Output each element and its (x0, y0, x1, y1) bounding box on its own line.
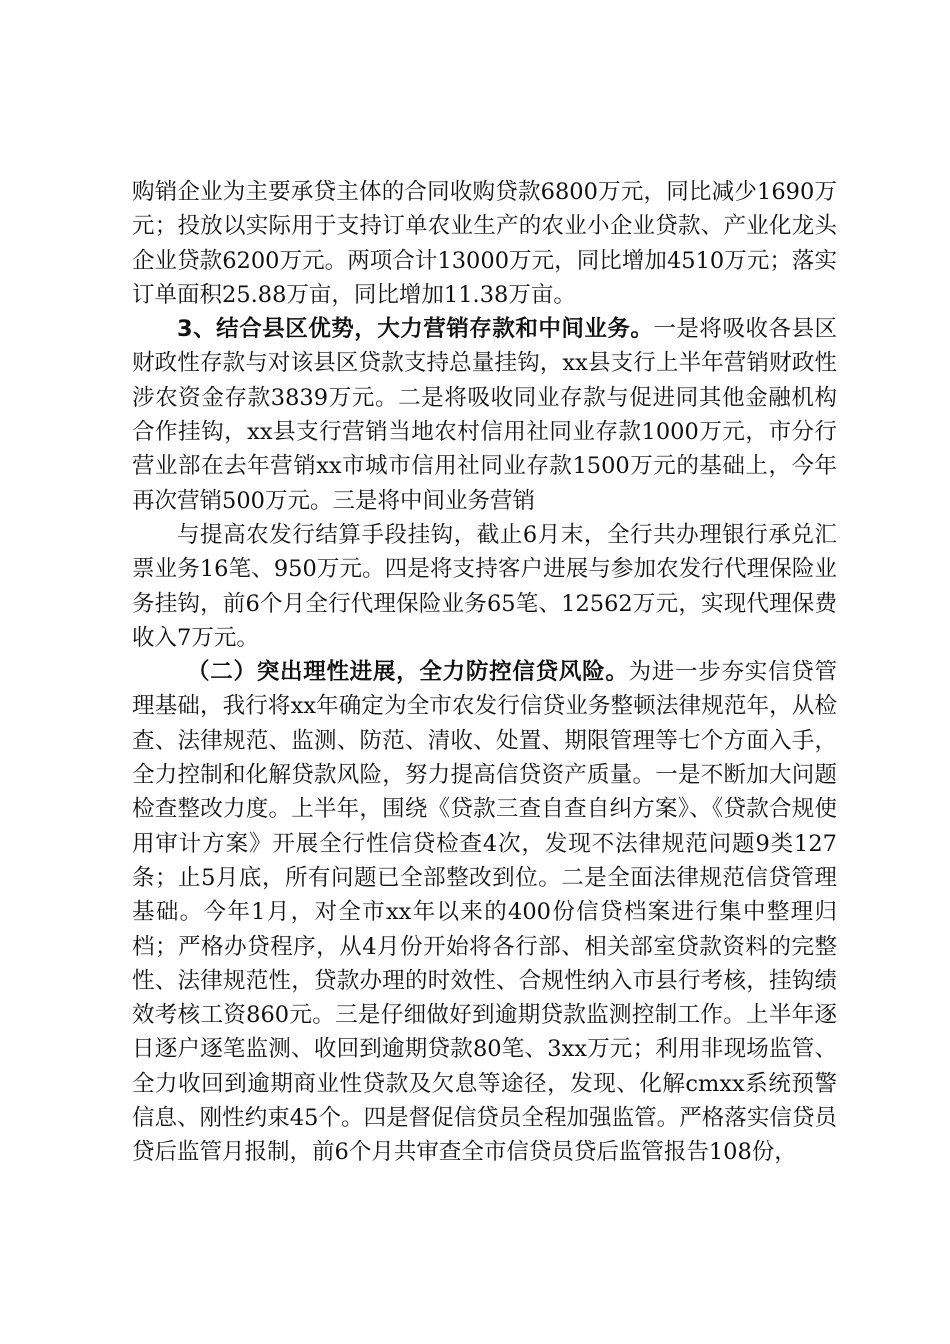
paragraph-procurement-loans (132, 175, 837, 312)
paragraph-text: 为进一步夯实信贷管理基础，我行将xx年确定为全市农发行信贷业务整顿法律规范年，从检查、法律规范、监测、防范、清收、处置、期限管理等七个方面入手，全力控制和化解贷款风险，努力提高信贷资产质量。一是不断加大问题检查整改力度。上半年，围绕《贷款三查自查自纠方案》、《贷款合规使用审计方案》开展全行性信贷检查4次，发现不法律规范问题9类127条；止5月底，所有问题已全部整改到位。二是全面法律规范信贷管理基础。今年1月，对全市xx年以来的400份信贷档案进行集中整理归档；严格办贷程序，从4月份开始将各行部、相关部室贷款资料的完整性、法律规范性，贷款办理的时效性、合规性纳入市县行考核，挂钩绩效考核工资860元。三是仔细做好到逾期贷款监测控制工作。上半年逐日逐户逐笔监测、收回到逾期贷款80笔、3xx万元；利用非现场监管、全力收回到逾期商业性贷款及欠息等途径，发现、化解cmxx系统预警信息、刚性约束45个。四是督促信贷员全程加强监管。严格落实信贷员贷后监管月报制，前6个月共审查全市信贷员贷后监管报告108份， (132, 659, 837, 1166)
paragraph-text: 一是将吸收各县区财政性存款与对该县区贷款支持总量挂钩，xx县支行上半年营销财政性涉农资金存款3839万元。二是将吸收同业存款与促进同其他金融机构合作挂钩，xx县支行营销当地农村信用社同业存款1000万元，市分行营业部在去年营销xx市城市信用社同业存款1500万元的基础上，今年再次营销500万元。三是将中间业务营销 (132, 316, 837, 514)
paragraph-text: 与提高农发行结算手段挂钩，截止6月末，全行共办理银行承兑汇票业务16笔、950万元。四是将支持客户进展与参加农发行代理保险业务挂钩，前6个月全行代理保险业务65笔、12562万元，实现代理保费收入7万元。 (132, 521, 837, 651)
paragraph-settlement-insurance (132, 518, 837, 655)
paragraph-credit-risk (132, 655, 837, 1169)
document-body (132, 175, 837, 1170)
section-heading-3: 3、结合县区优势，大力营销存款和中间业务。 (177, 316, 654, 343)
section-heading-2: （二）突出理性进展，全力防控信贷风险。 (187, 659, 629, 686)
paragraph-deposits-intermediary (132, 312, 837, 518)
paragraph-text: 购销企业为主要承贷主体的合同收购贷款6800万元，同比减少1690万元；投放以实际用于支持订单农业生产的农业小企业贷款、产业化龙头企业贷款6200万元。两项合计13000万元，同比增加4510万元；落实订单面积25.88万亩，同比增加11.38万亩。 (132, 179, 837, 308)
